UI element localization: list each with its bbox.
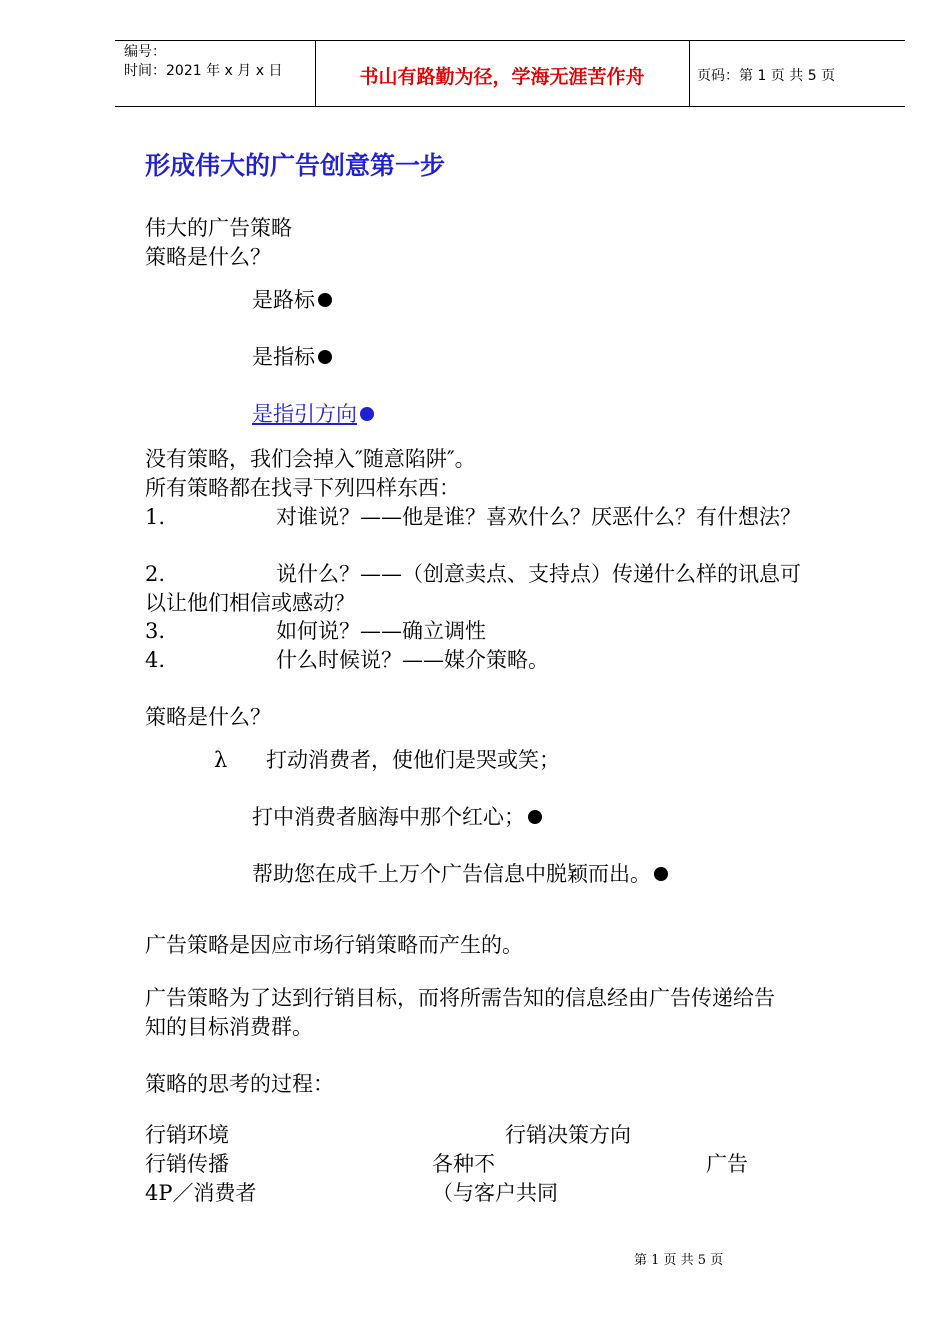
paragraph: 广告策略是因应市场行销策略而产生的。 [145, 933, 523, 957]
list-item-text: 是指标 [252, 345, 315, 369]
item-number: 1. [145, 505, 166, 529]
paragraph: 没有策略，我们会掉入″随意陷阱″。 [145, 447, 476, 471]
header-motto: 书山有路勤为径，学海无涯苦作舟 [359, 66, 645, 88]
item-text: 对谁说？——他是谁？喜欢什么？厌恶什么？有什想法？ [276, 505, 801, 529]
paragraph: 所有策略都在找寻下列四样东西： [145, 476, 460, 500]
item-text: 什么时候说？——媒介策略。 [276, 648, 549, 672]
section-heading: 伟大的广告策略 [145, 216, 292, 240]
header-top-rule [115, 40, 905, 41]
list-item [252, 343, 332, 371]
section-question: 策略是什么？ [145, 705, 271, 729]
list-item-link[interactable] [252, 400, 374, 428]
process-cell: 广告 [706, 1152, 748, 1176]
link-text[interactable]: 是指引方向 [252, 402, 357, 426]
lambda-marker: λ [214, 748, 228, 772]
page-footer: 第 1 页 共 5 页 [634, 1253, 724, 1268]
list-item-text: 是路标 [252, 288, 315, 312]
bullet-icon [654, 867, 668, 881]
bullet-icon [318, 293, 332, 307]
list-item [252, 860, 668, 888]
numbered-item [145, 646, 549, 674]
header-bottom-rule [115, 106, 905, 107]
paragraph: 广告策略为了达到行销目标，而将所需告知的信息经由广告传递给告 [145, 986, 775, 1010]
header-meta [124, 43, 282, 81]
section-question: 策略是什么？ [145, 245, 271, 269]
header-page-info: 页码：第 1 页 共 5 页 [697, 68, 836, 84]
list-item-text: 帮助您在成千上万个广告信息中脱颖而出。 [252, 862, 651, 886]
bullet-icon [528, 810, 542, 824]
list-item [252, 803, 542, 831]
numbered-item [145, 503, 801, 531]
process-cell: 4P／消费者 [145, 1181, 257, 1205]
header-number: 编号： [124, 44, 166, 60]
item-text: 说什么？——（创意卖点、支持点）传递什么样的讯息可 [276, 562, 801, 586]
bullet-icon [360, 407, 374, 421]
list-item [252, 286, 332, 314]
numbered-item-continuation: 以让他们相信或感动？ [145, 591, 355, 615]
bullet-icon [318, 350, 332, 364]
item-number: 3. [145, 619, 166, 643]
item-number: 2. [145, 562, 166, 586]
paragraph: 知的目标消费群。 [145, 1015, 313, 1039]
list-item-text: 打中消费者脑海中那个红心； [252, 805, 525, 829]
paragraph: 策略的思考的过程： [145, 1072, 334, 1096]
header-time: 时间：2021 年 x 月 x 日 [124, 63, 283, 79]
process-cell: 行销环境 [145, 1123, 229, 1147]
item-number: 4. [145, 648, 166, 672]
header-divider-2 [689, 40, 690, 107]
process-cell: （与客户共同 [432, 1181, 558, 1205]
process-cell: 行销传播 [145, 1152, 229, 1176]
process-cell: 各种不 [432, 1152, 495, 1176]
page-title: 形成伟大的广告创意第一步 [145, 151, 446, 180]
numbered-item [145, 617, 486, 645]
process-cell: 行销决策方向 [505, 1123, 631, 1147]
list-item-text: 打动消费者，使他们是哭或笑； [266, 748, 560, 772]
numbered-item [145, 560, 801, 588]
item-text: 如何说？——确立调性 [276, 619, 486, 643]
